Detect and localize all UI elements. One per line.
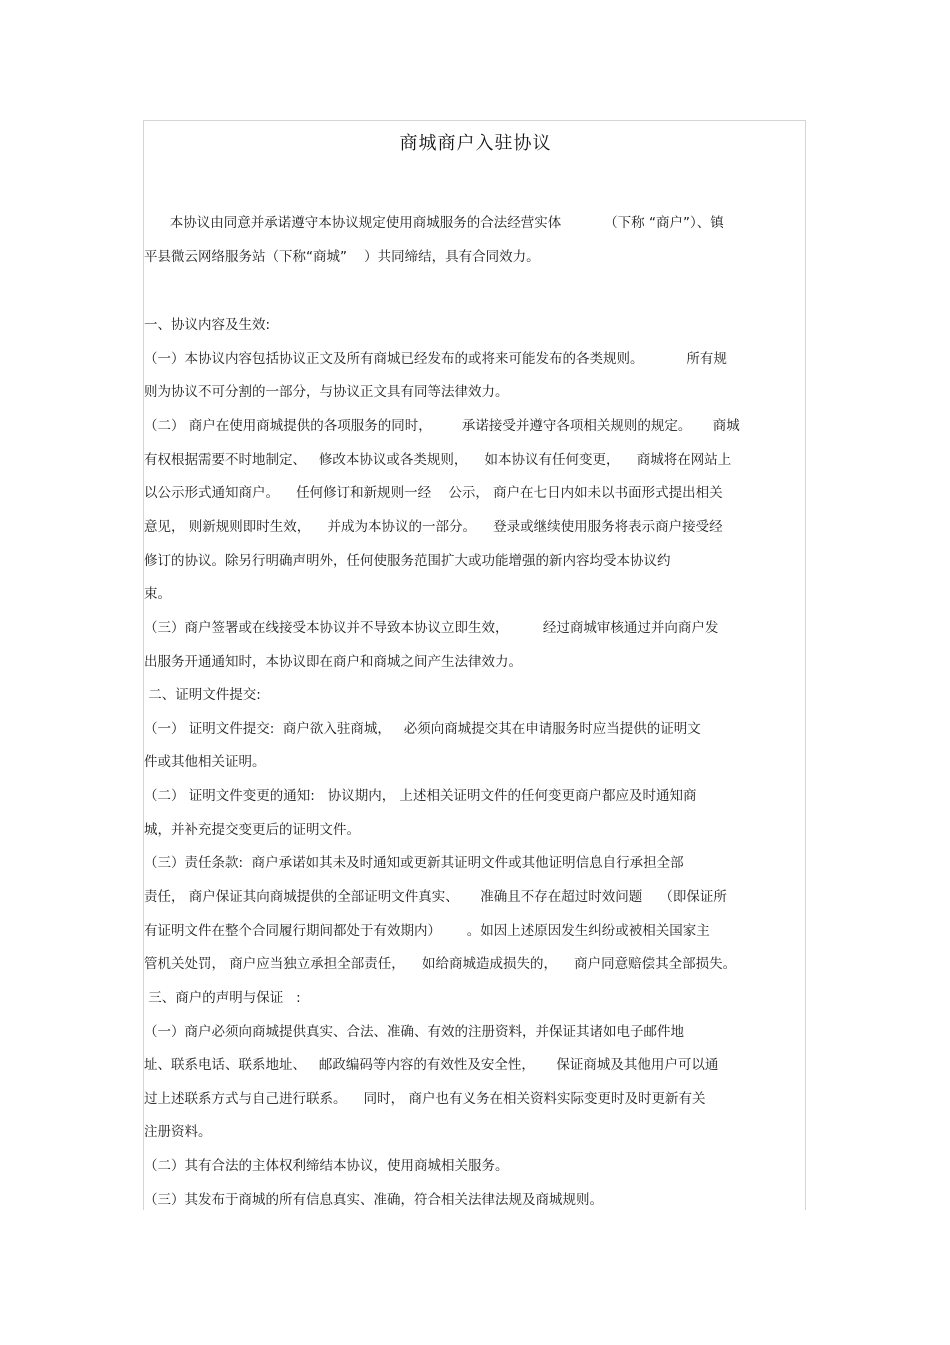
section-heading: 一、协议内容及生效: — [144, 317, 271, 333]
document-title: 商城商户入驻协议 — [399, 133, 552, 154]
paragraph-line: （二）其有合法的主体权利缔结本协议，使用商城相关服务。 — [144, 1158, 509, 1174]
paragraph-line: 本协议由同意并承诺遵守本协议规定使用商城服务的合法经营实体 （下称 “商户”）、镇 — [144, 215, 724, 231]
paragraph-line: 以公示形式通知商户。 任何修订和新规则一经 公示， 商户在七日内如未以书面形式提出相关 — [144, 485, 723, 501]
paragraph-line: 责任， 商户保证其向商城提供的全部证明文件真实、 准确且不存在超过时效问题 （即保证所 — [144, 889, 727, 905]
paragraph-line: （三）责任条款: 商户承诺如其未及时通知或更新其证明文件或其他证明信息自行承担全部 — [144, 855, 684, 871]
paragraph-line: 过上述联系方式与自己进行联系。 同时， 商户也有义务在相关资料实际变更时及时更新有关 — [144, 1091, 706, 1107]
paragraph-line: 管机关处罚， 商户应当独立承担全部责任， 如给商城造成损失的， 商户同意赔偿其全部损失。 — [144, 956, 737, 972]
paragraph-line: （二） 商户在使用商城提供的各项服务的同时， 承诺接受并遵守各项相关规则的规定。 商城 — [144, 418, 740, 434]
paragraph-line: 则为协议不可分割的一部分，与协议正文具有同等法律效力。 — [144, 384, 509, 400]
document-page — [143, 120, 806, 1210]
paragraph-line: 意见， 则新规则即时生效， 并成为本协议的一部分。 登录或继续使用服务将表示商户接受经 — [144, 519, 723, 535]
paragraph-line: 修订的协议。除另行明确声明外，任何使服务范围扩大或功能增强的新内容均受本协议约 — [144, 553, 671, 569]
paragraph-line: 束。 — [144, 586, 171, 602]
paragraph-line: （二） 证明文件变更的通知: 协议期内， 上述相关证明文件的任何变更商户都应及时通知商 — [144, 788, 697, 804]
section-heading: 三、商户的声明与保证 : — [144, 990, 301, 1006]
section-heading: 二、证明文件提交: — [144, 687, 261, 703]
paragraph-line: 址、联系电话、联系地址、 邮政编码等内容的有效性及安全性， 保证商城及其他用户可以通 — [144, 1057, 719, 1073]
paragraph-line: （三）其发布于商城的所有信息真实、准确，符合相关法律法规及商城规则。 — [144, 1192, 603, 1208]
paragraph-line: 平县微云网络服务站（下称“商城” ）共同缔结，具有合同效力。 — [144, 249, 540, 265]
paragraph-line: 注册资料。 — [144, 1124, 212, 1140]
paragraph-line: 件或其他相关证明。 — [144, 754, 266, 770]
paragraph-line: 有权根据需要不时地制定、 修改本协议或各类规则， 如本协议有任何变更， 商城将在网站上 — [144, 452, 732, 468]
paragraph-line: 出服务开通通知时，本协议即在商户和商城之间产生法律效力。 — [144, 654, 522, 670]
paragraph-line: 城，并补充提交变更后的证明文件。 — [144, 822, 360, 838]
paragraph-line: （一）商户必须向商城提供真实、合法、准确、有效的注册资料，并保证其诸如电子邮件地 — [144, 1024, 684, 1040]
paragraph-line: 有证明文件在整个合同履行期间都处于有效期内） 。如因上述原因发生纠纷或被相关国家主 — [144, 923, 710, 939]
paragraph-line: （一）本协议内容包括协议正文及所有商城已经发布的或将来可能发布的各类规则。 所有规 — [144, 351, 727, 367]
paragraph-line: （三）商户签署或在线接受本协议并不导致本协议立即生效， 经过商城审核通过并向商户发 — [144, 620, 719, 636]
paragraph-line: （一） 证明文件提交: 商户欲入驻商城， 必须向商城提交其在申请服务时应当提供的证明文 — [144, 721, 701, 737]
